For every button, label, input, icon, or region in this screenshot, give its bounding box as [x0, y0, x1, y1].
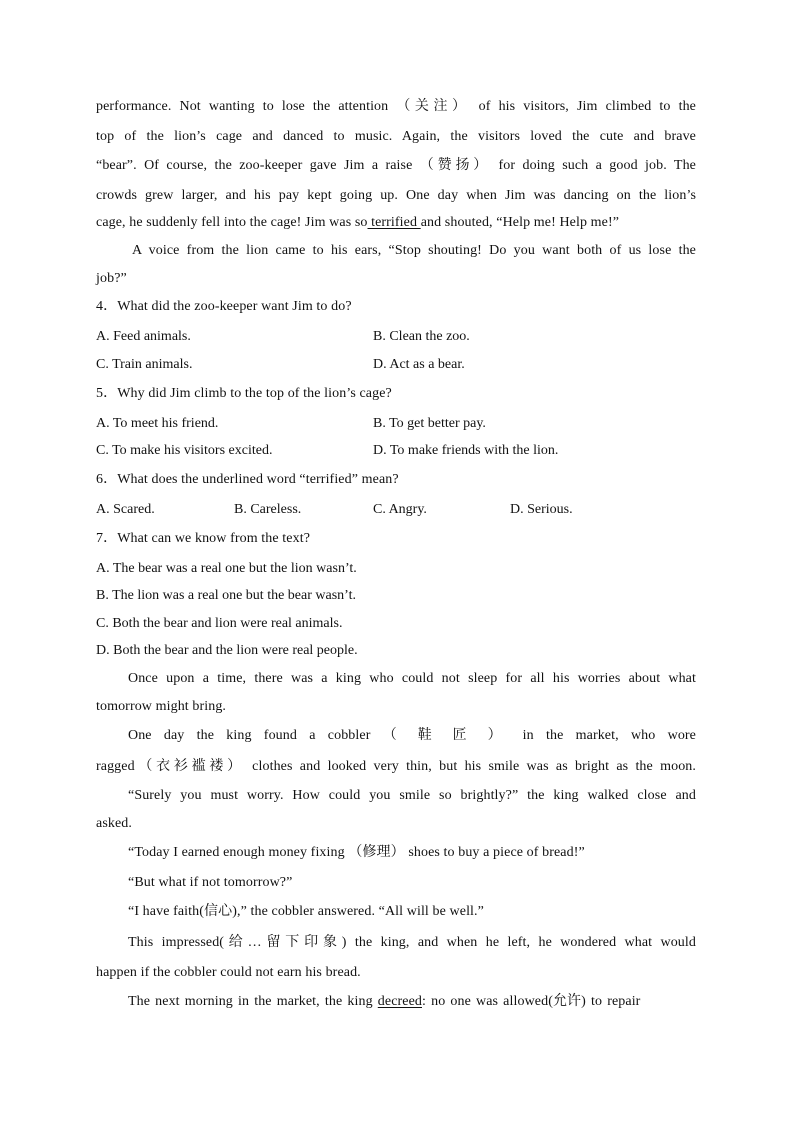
story1-line-5-after: and shouted, “Help me! Help me!” [420, 215, 620, 230]
question-4-option-c: C. Train animals. [96, 357, 193, 372]
story2-paragraph-3-line-1: “Surely you must worry. How could you smile so brightly?” the king walked close and [128, 788, 696, 803]
question-5-option-a: A. To meet his friend. [96, 416, 219, 431]
story2-paragraph-5: “But what if not tomorrow?” [128, 875, 293, 890]
question-5-option-c: C. To make his visitors excited. [96, 443, 273, 458]
story2-paragraph-4: “Today I earned enough money fixing （修理） shoes to buy a piece of bread!” [128, 845, 585, 860]
story2-paragraph-2-line-1: One day the king found a cobbler （ 鞋 匠 ） in the market, who wore [128, 728, 696, 743]
question-7-stem: 7．What can we know from the text? [96, 531, 311, 546]
question-7-option-b: B. The lion was a real one but the bear wasn’t. [96, 588, 356, 603]
story1-line-5-before: cage, he suddenly fell into the cage! Jim was so [96, 215, 368, 230]
question-6-stem: 6．What does the underlined word “terrified” mean? [96, 472, 399, 487]
underlined-word-decreed: decreed [377, 994, 422, 1009]
question-5-stem: 5．Why did Jim climb to the top of the lion’s cage? [96, 386, 392, 401]
question-6-option-c: C. Angry. [373, 502, 427, 517]
story1-line-2: top of the lion’s cage and danced to music. Again, the visitors loved the cute and brave [96, 129, 696, 144]
question-5-option-b: B. To get better pay. [373, 416, 486, 431]
story1-line-5 [96, 214, 696, 232]
story2-paragraph-7-line-2: happen if the cobbler could not earn his bread. [96, 965, 361, 980]
story1-line-3: “bear”. Of course, the zoo-keeper gave Jim a raise （赞扬） for doing such a good job. The [96, 158, 696, 173]
question-4-stem: 4．What did the zoo-keeper want Jim to do? [96, 299, 352, 314]
question-4-option-b: B. Clean the zoo. [373, 329, 470, 344]
story2-paragraph-6: “I have faith(信心),” the cobbler answered. “All will be well.” [128, 904, 484, 919]
story1-line-1: performance. Not wanting to lose the attention （关注） of his visitors, Jim climbed to the [96, 99, 696, 114]
story2-paragraph-1-line-1: Once upon a time, there was a king who could not sleep for all his worries about what [128, 671, 696, 686]
story2-paragraph-3-line-2: asked. [96, 816, 132, 831]
story1-line-7: job?” [96, 271, 127, 286]
question-5-option-d: D. To make friends with the lion. [373, 443, 559, 458]
question-6-option-d: D. Serious. [510, 502, 573, 517]
story1-line-4: crowds grew larger, and his pay kept going up. One day when Jim was dancing on the lion’s [96, 188, 696, 203]
question-4-option-a: A. Feed animals. [96, 329, 191, 344]
question-6-option-b: B. Careless. [234, 502, 302, 517]
story2-paragraph-8-after: : no one was allowed(允许) to repair [422, 994, 641, 1009]
story2-paragraph-8 [128, 993, 696, 1011]
question-4-option-d: D. Act as a bear. [373, 357, 465, 372]
story2-paragraph-7-line-1: This impressed(给…留下印象) the king, and when he left, he wondered what would [128, 935, 696, 950]
question-7-option-a: A. The bear was a real one but the lion wasn’t. [96, 561, 357, 576]
story2-paragraph-2-line-2: ragged（衣衫褴褛） clothes and looked very thin, but his smile was as bright as the moon. [96, 759, 696, 774]
question-7-option-d: D. Both the bear and the lion were real people. [96, 643, 358, 658]
story1-line-6: A voice from the lion came to his ears, “Stop shouting! Do you want both of us lose the [132, 243, 696, 258]
underlined-word-terrified: terrified [367, 215, 421, 230]
story2-paragraph-8-before: The next morning in the market, the king [128, 994, 378, 1009]
question-6-option-a: A. Scared. [96, 502, 155, 517]
story2-paragraph-1-line-2: tomorrow might bring. [96, 699, 227, 714]
question-7-option-c: C. Both the bear and lion were real animals. [96, 616, 343, 631]
